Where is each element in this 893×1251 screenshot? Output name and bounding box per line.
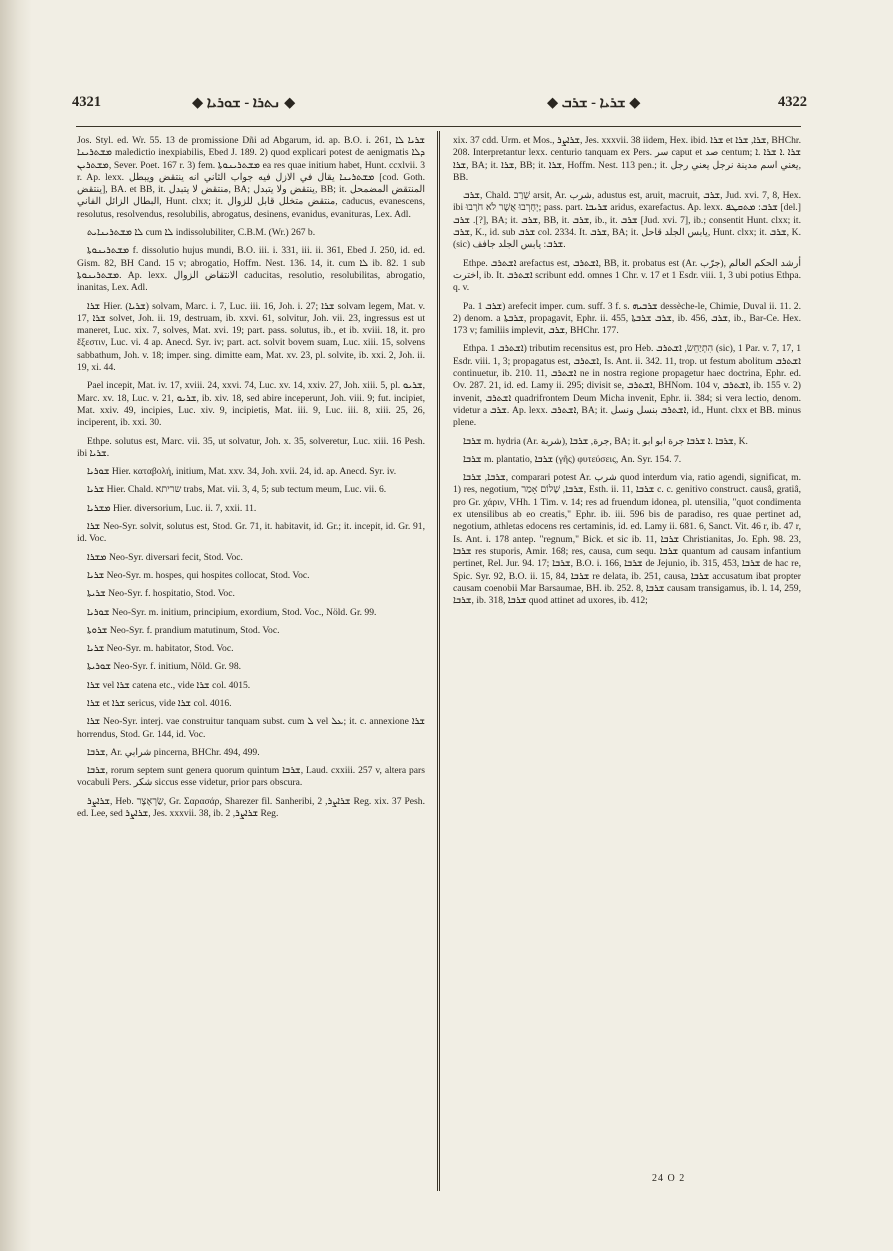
entry-paragraph: ܠܐ ܡܫܬܪܝܢܐܝܬ cum ܠܐ indissolubiliter, C.B.M. (Wr.) 267 b. <box>87 227 316 239</box>
entry-paragraph: ܫܪܒܐ, ܫܪܒܐ, comparari potest Ar. شرب quod interdum via, ratio agendi, significat, m. 1) res, negotium, ܫܪܒܐ, שָׁלוֹם אָמַר, Esth. ii. 11, ܫܪܒܐ c. c. genitivo construct. causâ, gratiâ, pro Gr. χάριν, VHh. 1 Tim. v. 14; res ad fruendum idonea, pl. utensilia, "quot condimenta ex utensilibus ab eo creatis," Ephr. ib. iii. 596 bis de paradiso, res quae pertinet ad, negotium, athletas edocens res certaminis, id. ed. Lamy ii. 681. 6, Sanct. Vit. 46 r, ib. 47 r, Is. Ant. i. 178 antep. "regnum," Bick. et sic ib. 11, ܫܪܒܐ Christianitas, Jo. Eph. 98. 23, ܫܪܒܐ res stuporis, Amir. 168; res, causa, cum sequ. ܫܪܒܐ quantum ad causam infantium pertinet, Rel. Jur. 94. 17; ܫܪܒܐ, B.O. i. 166, ܫܪܒܐ de Jejunio, ib. 315, 453, ܫܪܒܐ de hac re, Spic. Syr. 92, B.O. ii. 15, 84, ܫܪܒܐ re delata, ib. 251, causa, ܫܪܒܐ accusatum ibat propter causam coenobii Mar Barsaumae, BH. ib. 252. 8, ܫܪܒܐ causam transigamus, ib. l. 14, 259, ܫܪܒܐ, ib. 318, ܫܪܒܐ quod attinet ad uxores, ib. 412; <box>453 472 802 607</box>
entry-paragraph: Pa. ܫܪܒ 1) arefecit imper. cum. suff. 3 f. s. ܫܪܒܝܗ dessèche-le, Chimie, Duval ii. 11. 2. 2) denom. a ܫܪܒܬܐ, propagavit, Ephr. ii. 455, ܫܪܒ ܫܪܒܬܐ, ib. 456, ܫܪܒ, ib., Bar-Ce. Hex. 173 v; familiis implevit, ܫܪܒ, BHChr. 177. <box>453 300 801 337</box>
entry-paragraph: ܫܪܐ vel ܫܪܐ catena etc., vide ܫܪܐ col. 4015. <box>87 679 251 691</box>
entry-paragraph: ܫܪܒܐ m. hydria (Ar. شربة), جرة, ܫܪܒܐ, BA; it. ܫܪܒܐ .ܐ ܫܪܒܐ جرة ابو ابو, K. <box>463 435 748 447</box>
entry-paragraph: ܫܪܝܐ Hier. Chald. שריתא trabs, Mat. vii. 3, 4, 5; sub tectum meum, Luc. vii. 6. <box>87 484 387 496</box>
entry-paragraph: ܫܪܒܐ m. plantatio, ܫܪܒܐ (γῆς) φυτεύσεις, An. Syr. 154. 7. <box>463 453 682 465</box>
entry-paragraph: ܫܘܪܝܬܐ Neo-Syr. f. initium, Nöld. Gr. 98. <box>87 661 242 673</box>
header-rule <box>76 126 801 127</box>
entry-paragraph: Pael incepit, Mat. iv. 17, xviii. 24, xxvi. 74, Luc. xv. 14, xxiv. 27, Joh. xiii. 5, pl. ܫܪܝܘ, Marc. xv. 18, Luc. v. 21, ܫܪܝܘ, ib. xiv. 18, sed abire inceperunt, Joh. viii. 9; fut. incipiet, Mat. xxiv. 49, incipies, Luc. xiv. 9, incipietis, Mat. iii. 9, Luc. iii. 8, xiii. 25, 26, inciperent, ib. xxi. 30. <box>77 380 425 429</box>
entry-paragraph: Ethpa. ܐܫܬܪܒ 1) tributim recensitus est, pro Heb. הִתְיַחֵשׂ, ܐܫܬܪܒ (sic), 1 Par. v. 7, 17, 1 Esdr. viii. 1, 3; propagatus est, ܐܫܬܪܒ, Is. Ant. ii. 342. 11, trop. ut festum abolitum ܐܫܬܪܒ continuetur, ib. 210. 11, ܐܫܬܪܒ ne in nostra regione propagetur haec doctrina, Ephr. ed. Ov. 287. 21, id. ed. Lamy ii. 295; divisit se, ܐܫܬܪܒ, BHNom. 104 v, ܐܫܬܪܒ, ib. 155 v. 2) invenit, ܐܫܬܪܒ quadrifrontem Deum Micha invenit, Ephr. ii. 384; si vera lectio, denom. videtur a ܫܪܒ. Ap. lexx. ܐܫܬܪܒ, BA; it. ܐܫܬܪܒ بنسل ونسل, id., Hunt. clxx et BB. minus plene. <box>453 343 802 429</box>
entry-paragraph: xix. 37 cdd. Urm. et Mos., ܫܪܐܨܪ, Jes. xxxvii. 38 iidem, Hex. ibid. ܫܪܐ et ܫܪܐ, ܫܪܐ, BHChr. 208. Interpretantur lexx. centurio tanquam ex Pers. سر caput et صد centum; ܫܪܐ .ܐ ܫܪܐ .ܐ ܫܪܐ, BA; it. ܫܪܐ, BB; it. ܫܪܐ, Hoffm. Nest. 113 pen.; it. يعني اسم مدينة نرجل يعني رجل, BB. <box>453 135 801 183</box>
entry-paragraph: ܫܪܘܬܐ Neo-Syr. f. prandium matutinum, Stod. Voc. <box>87 624 280 636</box>
page-number-left: 4321 <box>72 94 101 110</box>
entry-paragraph: Ethpe. solutus est, Marc. vii. 35, ut solvatur, Joh. x. 35, solveretur, Luc. xiii. 16 Pesh. ibi ܫܪܝܐ. <box>77 435 425 459</box>
entry-paragraph: ܫܪܝܐ Neo-Syr. m. habitator, Stod. Voc. <box>87 643 234 655</box>
entry-paragraph: ܡܫܪܝܐ Hier. diversorium, Luc. ii. 7, xxii. 11. <box>87 502 257 514</box>
entry-paragraph: Jos. Styl. ed. Wr. 55. 13 de promissione Dñi ad Abgarum, id. ap. B.O. i. 261, ܫܪܝܐ ܠܐ ܡܫܬܪܝܢܐ maledictio inexpiabilis, Ebed J. 189. 2) quod explicari potest de aenigmatis ܕܠܐ ܡܫܬܪܝܢ, Sever. Poet. 167 r. 3) fem. ܡܫܬܪܝܢܘܬܐ ea res quae initium habet, Hunt. ccxlvii. 3 r. Ap. lexx. ܡܫܬܪܝܢܐ يقال في الازل فيه جواب الثاني انه ينتقض ويبطل [cod. Goth. ينتقض], BA. et BB, it. منتقض لا يتبدل, BA; ينتقض ولا يتبدل, BB; it. المنتقض المضمحل البطال الزائل الفاني, Hunt. clxx; it. منتقض متخلل قابل للزوال, caducus, evanescens, resolutus, resolvendus, resolubilis, abrogatus, desinens, evanidus, evanituras, Lex. Adl. <box>77 135 425 220</box>
entry-paragraph: Ethpe. ܐܫܬܪܒ arefactus est, ܐܫܬܪܒ, BB, it. probatus est (Ar. جرّب), أرشد الحكم العالم اخترت, ib. It. ܐܫܬܪܒ scribunt edd. omnes 1 Chr. v. 17 et 1 Esdr. viii. 1, 3 ubi potius Ethpa. q. v. <box>453 257 802 294</box>
entry-paragraph: ܫܪܐ Neo-Syr. solvit, solutus est, Stod. Gr. 71, it. habitavit, id. Gr.; it. incepit, id. Gr. 91, id. Voc. <box>77 521 425 545</box>
column-divider <box>437 131 440 1191</box>
running-head-right: ◆ ܫܪܝܐ - ܫܪܒ ◆ <box>547 95 641 111</box>
left-column <box>77 135 425 820</box>
entry-paragraph: ܫܪܐ et ܫܪܐ sericus, vide ܫܪܐ col. 4016. <box>87 697 232 709</box>
entry-paragraph: ܫܘܪܝܐ Neo-Syr. m. initium, principium, exordium, Stod. Voc., Nöld. Gr. 99. <box>87 606 377 618</box>
entry-paragraph: ܫܪܐ Hier. (ܫܪܝܐ) solvam, Marc. i. 7, Luc. iii. 16, Joh. i. 27; ܫܪܐ solvam legem, Mat. v. 17, ܫܪܐ solvet, Joh. ii. 19, destruam, ib. xxvi. 61, solvitur, Joh. vii. 23, ingressus est ut maneret, Luc. xix. 7, solves, Mat. xvi. 19; part. pass. solutus, ib., et ib. xviii. 18, it. pro ἔξεστιν, Luc. vi. 4 ap. Anecd. Syr. iv; part. act. solvit bovem suam, Luc. xiii. 15, solvens sabbathum, Joh. v. 18; imper. sing. dimitte eam, Mat. xv. 23, pl. solvite, ib. xxi. 2, Joh. ii. 19, xi. 44. <box>77 300 426 374</box>
page-edge-shadow <box>0 0 32 1251</box>
page-number-right: 4322 <box>778 94 807 110</box>
entry-paragraph: ܡܫܬܪܝܢܘܬܐ f. dissolutio hujus mundi, B.O. iii. i. 331, iii. ii. 361, Ebed J. 250, id. ed. Gism. 82, BH Cand. 15 v; abrogatio, Hoffm. Nest. 136. 14, it. cum ܠܐ ib. 82. 1 sub ܡܫܬܪܝܢܘܬܐ. Ap. lexx. الانتقاض الزوال caducitas, resolutio, resolubilitas, abrogatio, inanitas, Lex. Adl. <box>77 245 425 294</box>
right-column <box>453 135 801 607</box>
entry-paragraph: ܫܘܪܝܐ Hier. καταβολή, initium, Mat. xxv. 34, Joh. xvii. 24, id. ap. Anecd. Syr. iv. <box>87 466 397 478</box>
entry-paragraph: ܫܪܒܐ, rorum septem sunt genera quorum quintum ܫܪܒܐ, Laud. cxxiii. 257 v, altera pars vocabuli Pers. شکر siccus esse videtur, prior pars obscura. <box>77 765 425 789</box>
running-head-left: ◆ ܢܬܪܐ - ܫܘܪܝܐ ◆ <box>192 95 296 111</box>
page-header <box>72 94 807 118</box>
entry-paragraph: ܫܪܒ, Chald. שְׁרַב arsit, Ar. شرب, adustus est, aruit, macruit, ܫܪܒ, Jud. xvi. 7, 8, Hex. ibi יְחָרְבוּ אֲשֶׁר לֹא חֹרָבוּ; pass. part. ܫܪܝܒܐ aridus, exarefactus. Ap. lexx. ܫܪܒ: ܡܬܩܛܦ [del.] ܫܪܒ .[?], BA; it. ܫܪܒ, BB, it. ܫܪܒ, ib., it. ܫܪܒ [Jud. xvi. 7], ib.; consentit Hunt. clxx; it. ܫܪܒ, K., id. sub ܫܪܒ col. 2334. It. ܫܪܒ, BA; it. يابس الجلد قاحل, Hunt. clxx; it. ܫܪܒ, K. (sic) ܫܪܒ: يابس الجلد جافف. <box>453 190 802 251</box>
entry-paragraph: ܫܪܝܬܐ Neo-Syr. f. hospitatio, Stod. Voc. <box>87 588 235 600</box>
entry-paragraph: ܫܪܐܨܪ, Heb. שַׂרְאֶצֶר, Gr. Σαρασάρ, Sharezer fil. Sanheribi, ܫܪܐܨܪ, 2 Reg. xix. 37 Pesh. ed. Lee, sed ܫܪܐܨܪ, Jes. xxxvii. 38, ib. ܫܪܐܨܪ, 2 Reg. <box>77 795 425 820</box>
entry-paragraph: ܫܪܝܐ Neo-Syr. m. hospes, qui hospites collocat, Stod. Voc. <box>87 569 310 581</box>
entry-paragraph: ܡܫܪܐ Neo-Syr. diversari fecit, Stod. Voc. <box>87 551 243 563</box>
entry-paragraph: ܫܪܐ Neo-Syr. interj. vae construitur tanquam subst. cum ܠ vel ܥܠ; it. c. annexione ܫܪܐ horrendus, Stod. Gr. 144, id. Voc. <box>77 716 425 740</box>
signature-mark: 24 O 2 <box>652 1173 686 1184</box>
entry-paragraph: ܫܪܒܐ, Ar. شرابي pincerna, BHChr. 494, 499. <box>87 746 260 758</box>
